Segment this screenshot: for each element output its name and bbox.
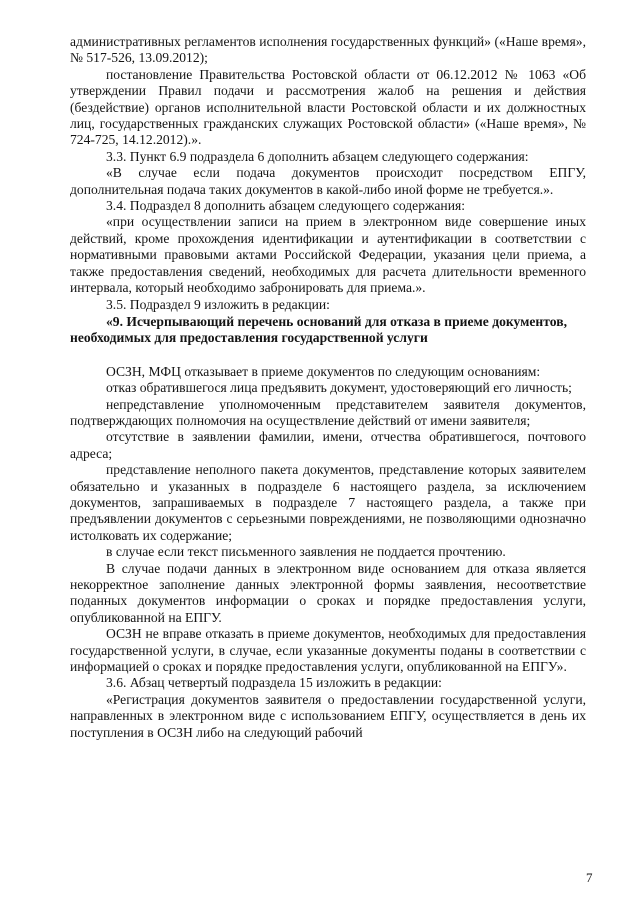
paragraph-item-3-6: 3.6. Абзац четвертый подраздела 15 изложить в редакции:: [106, 675, 442, 691]
paragraph-no-refusal-right: ОСЗН не вправе отказать в приеме документов, необходимых для предоставления государственной услуги, в случае, если указанные документы поданы в соответствии с информацией о сроках и порядке предоставления услуги, опубликованной на ЕПГУ».: [70, 626, 586, 675]
paragraph-regulations-continuation: административных регламентов исполнения государственных функций» («Наше время», № 517-526, 13.09.2012);: [70, 34, 586, 66]
paragraph-refusal-intro: ОСЗН, МФЦ отказывает в приеме документов по следующим основаниям:: [106, 363, 541, 379]
paragraph-item-3-4: 3.4. Подраздел 8 дополнить абзацем следующего содержания:: [106, 198, 466, 214]
paragraph-item-3-3: 3.3. Пункт 6.9 подраздела 6 дополнить абзацем следующего содержания:: [106, 148, 529, 164]
paragraph-refusal-electronic: В случае подачи данных в электронном виде основанием для отказа является некорректное заполнение данных электронной формы заявления, несоответствие поданных документов информации о сроках и порядке предоставления услуги, опубликованной на ЕПГУ.: [70, 560, 586, 625]
paragraph-registration: «Регистрация документов заявителя о предоставлении государственной услуги, направленных в электронном виде с использованием ЕПГУ, осуществляется в день их поступления в ОСЗН либо на следующий рабочий: [70, 691, 586, 740]
paragraph-refusal-illegible: в случае если текст письменного заявления не поддается прочтению.: [106, 544, 506, 560]
paragraph-refusal-name-address: отсутствие в заявлении фамилии, имени, отчества обратившегося, почтового адреса;: [70, 429, 586, 461]
paragraph-epgu-submission: «В случае если подача документов происходит посредством ЕПГУ, дополнительная подача таких документов в какой-либо иной форме не требуется.».: [70, 165, 586, 197]
paragraph-refusal-identity: отказ обратившегося лица предъявить документ, удостоверяющий его личность;: [106, 380, 572, 396]
paragraph-refusal-incomplete-package: представление неполного пакета документов, представление которых заявителем обязательно и указанных в подразделе 6 настоящего раздела, за исключением документов, запрашиваемых в подразделе 7 настоящего раздела, а также при предъявлении документов с серьезными повреждениями, не позволяющими однозначно истолковать их содержание;: [70, 462, 586, 543]
paragraph-refusal-authority: непредставление уполномоченным представителем заявителя документов, подтверждающих полномочия на осуществление действий от имени заявителя;: [70, 396, 586, 428]
paragraph-item-3-5: 3.5. Подраздел 9 изложить в редакции:: [106, 296, 330, 312]
paragraph-electronic-appointment: «при осуществлении записи на прием в электронном виде совершение иных действий, кроме прохождения идентификации и аутентификации в соответствии с нормативными правовыми актами Российской Федерации, указания цели приема, а также предоставления сведений, необходимых для расчета длительности временного интервала, который необходимо забронировать для приема.».: [70, 214, 586, 296]
document-page: [70, 34, 586, 741]
section-heading-refusal-grounds: «9. Исчерпывающий перечень оснований для отказа в приеме документов, необходимых для предоставления государственной услуги: [70, 313, 567, 346]
page-number: 7: [586, 870, 593, 885]
paragraph-resolution-1063: постановление Правительства Ростовской области от 06.12.2012 № 1063 «Об утверждении Правил подачи и рассмотрения жалоб на решения и действия (бездействие) органов исполнительной власти Ростовской области и их должностных лиц, государственных гражданских служащих Ростовской области» («Наше время», № 724-725, 14.12.2012).».: [70, 66, 586, 148]
section-spacer: [70, 347, 586, 364]
